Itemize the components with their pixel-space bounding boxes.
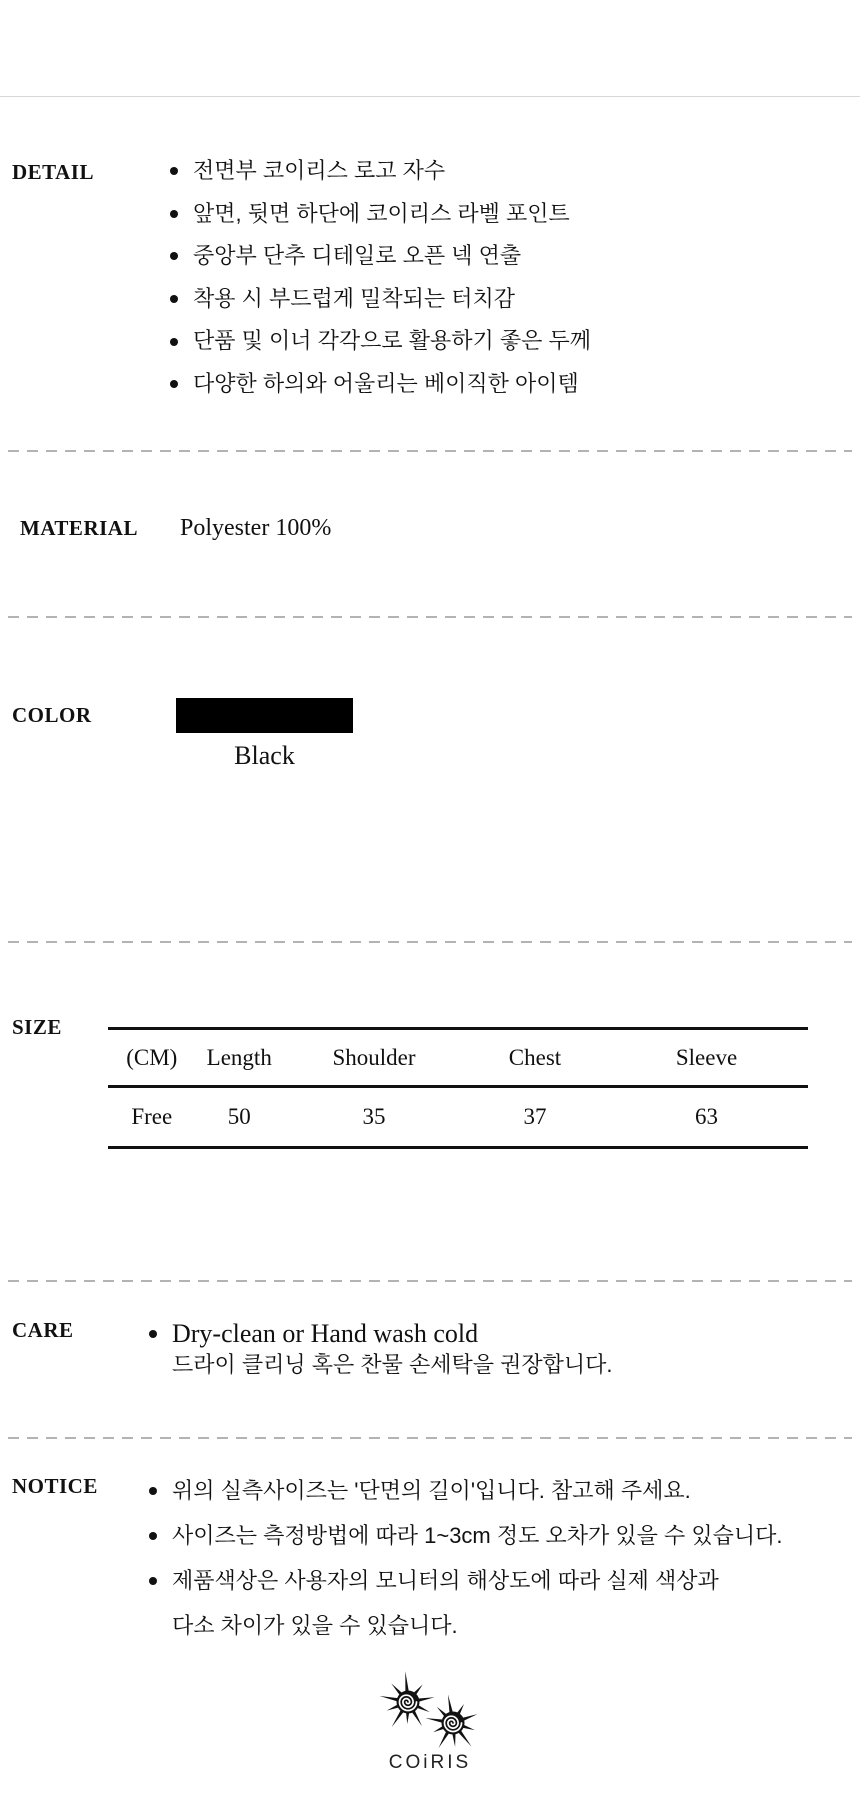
detail-item-text: 전면부 코이리스 로고 자수 bbox=[193, 158, 446, 183]
bullet-icon bbox=[149, 1330, 157, 1338]
detail-item bbox=[170, 193, 591, 236]
care-item bbox=[149, 1318, 612, 1349]
size-table-header-row bbox=[108, 1029, 808, 1087]
coiris-suns-icon bbox=[338, 1650, 528, 1760]
care-content bbox=[149, 1318, 612, 1380]
notice-bullet-list bbox=[149, 1468, 782, 1603]
bullet-icon bbox=[170, 210, 178, 218]
notice-item-text: 제품색상은 사용자의 모니터의 해상도에 따라 실제 색상과 bbox=[172, 1568, 719, 1593]
bullet-icon bbox=[170, 380, 178, 388]
detail-item-text: 다양한 하의와 어울리는 베이직한 아이템 bbox=[193, 370, 579, 396]
notice-section-label: NOTICE bbox=[12, 1474, 98, 1498]
notice-item bbox=[149, 1513, 782, 1558]
material-section-label: MATERIAL bbox=[20, 516, 138, 540]
size-table-wrap bbox=[108, 1027, 808, 1149]
size-cell: 63 bbox=[695, 1104, 718, 1129]
section-divider bbox=[8, 616, 852, 618]
detail-item bbox=[170, 150, 591, 193]
color-swatch-name: Black bbox=[234, 741, 295, 770]
detail-item bbox=[170, 363, 591, 406]
bullet-icon bbox=[170, 338, 178, 346]
color-swatch-black bbox=[176, 698, 353, 733]
top-divider-line bbox=[0, 96, 860, 97]
section-divider bbox=[8, 941, 852, 943]
size-col-header: (CM) bbox=[126, 1044, 178, 1070]
size-col-header: Sleeve bbox=[675, 1044, 738, 1070]
detail-item bbox=[170, 235, 591, 278]
size-table bbox=[108, 1027, 808, 1149]
bullet-icon bbox=[170, 295, 178, 303]
notice-item-text: 위의 실측사이즈는 '단면의 길이'입니다. 참고해 주세요. bbox=[172, 1478, 691, 1503]
notice-item-text: 사이즈는 측정방법에 따라 1~3cm 정도 오차가 있을 수 있습니다. bbox=[172, 1523, 783, 1548]
brand-logo-text: COiRIS bbox=[388, 1752, 472, 1773]
color-section-label: COLOR bbox=[12, 703, 92, 727]
size-col-header: Shoulder bbox=[332, 1044, 416, 1070]
section-divider bbox=[8, 1437, 852, 1439]
detail-section-label: DETAIL bbox=[12, 160, 94, 184]
bullet-icon bbox=[170, 252, 178, 260]
section-divider bbox=[8, 1280, 852, 1282]
notice-item-continuation: 다소 차이가 있을 수 있습니다. bbox=[172, 1613, 458, 1638]
notice-item bbox=[149, 1558, 782, 1603]
detail-bullet-list bbox=[170, 150, 591, 406]
care-item-text-ko: 드라이 클리닝 혹은 찬물 손세탁을 권장합니다. bbox=[172, 1352, 613, 1377]
size-cell: 35 bbox=[362, 1104, 386, 1129]
size-section-label: SIZE bbox=[12, 1015, 62, 1039]
bullet-icon bbox=[149, 1532, 157, 1540]
care-item-text-en: Dry-clean or Hand wash cold bbox=[172, 1319, 479, 1348]
detail-item-text: 단품 및 이너 각각으로 활용하기 좋은 두께 bbox=[193, 328, 591, 354]
notice-item bbox=[149, 1468, 782, 1513]
section-divider bbox=[8, 450, 852, 452]
size-cell: 37 bbox=[523, 1104, 547, 1129]
bullet-icon bbox=[149, 1487, 157, 1495]
detail-item-text: 착용 시 부드럽게 밀착되는 터치감 bbox=[193, 285, 515, 311]
detail-item bbox=[170, 320, 591, 363]
detail-item-text: 중앙부 단추 디테일로 오픈 넥 연출 bbox=[193, 243, 522, 269]
size-col-header: Chest bbox=[508, 1044, 562, 1070]
material-value: Polyester 100% bbox=[180, 515, 332, 541]
care-section-label: CARE bbox=[12, 1318, 74, 1342]
bullet-icon bbox=[149, 1577, 157, 1585]
detail-item bbox=[170, 278, 591, 321]
size-cell: Free bbox=[131, 1104, 173, 1129]
detail-item-text: 앞면, 뒷면 하단에 코이리스 라벨 포인트 bbox=[193, 200, 570, 226]
size-table-row bbox=[108, 1087, 808, 1148]
bullet-icon bbox=[170, 167, 178, 175]
size-col-header: Length bbox=[206, 1044, 272, 1070]
size-cell: 50 bbox=[227, 1104, 251, 1129]
